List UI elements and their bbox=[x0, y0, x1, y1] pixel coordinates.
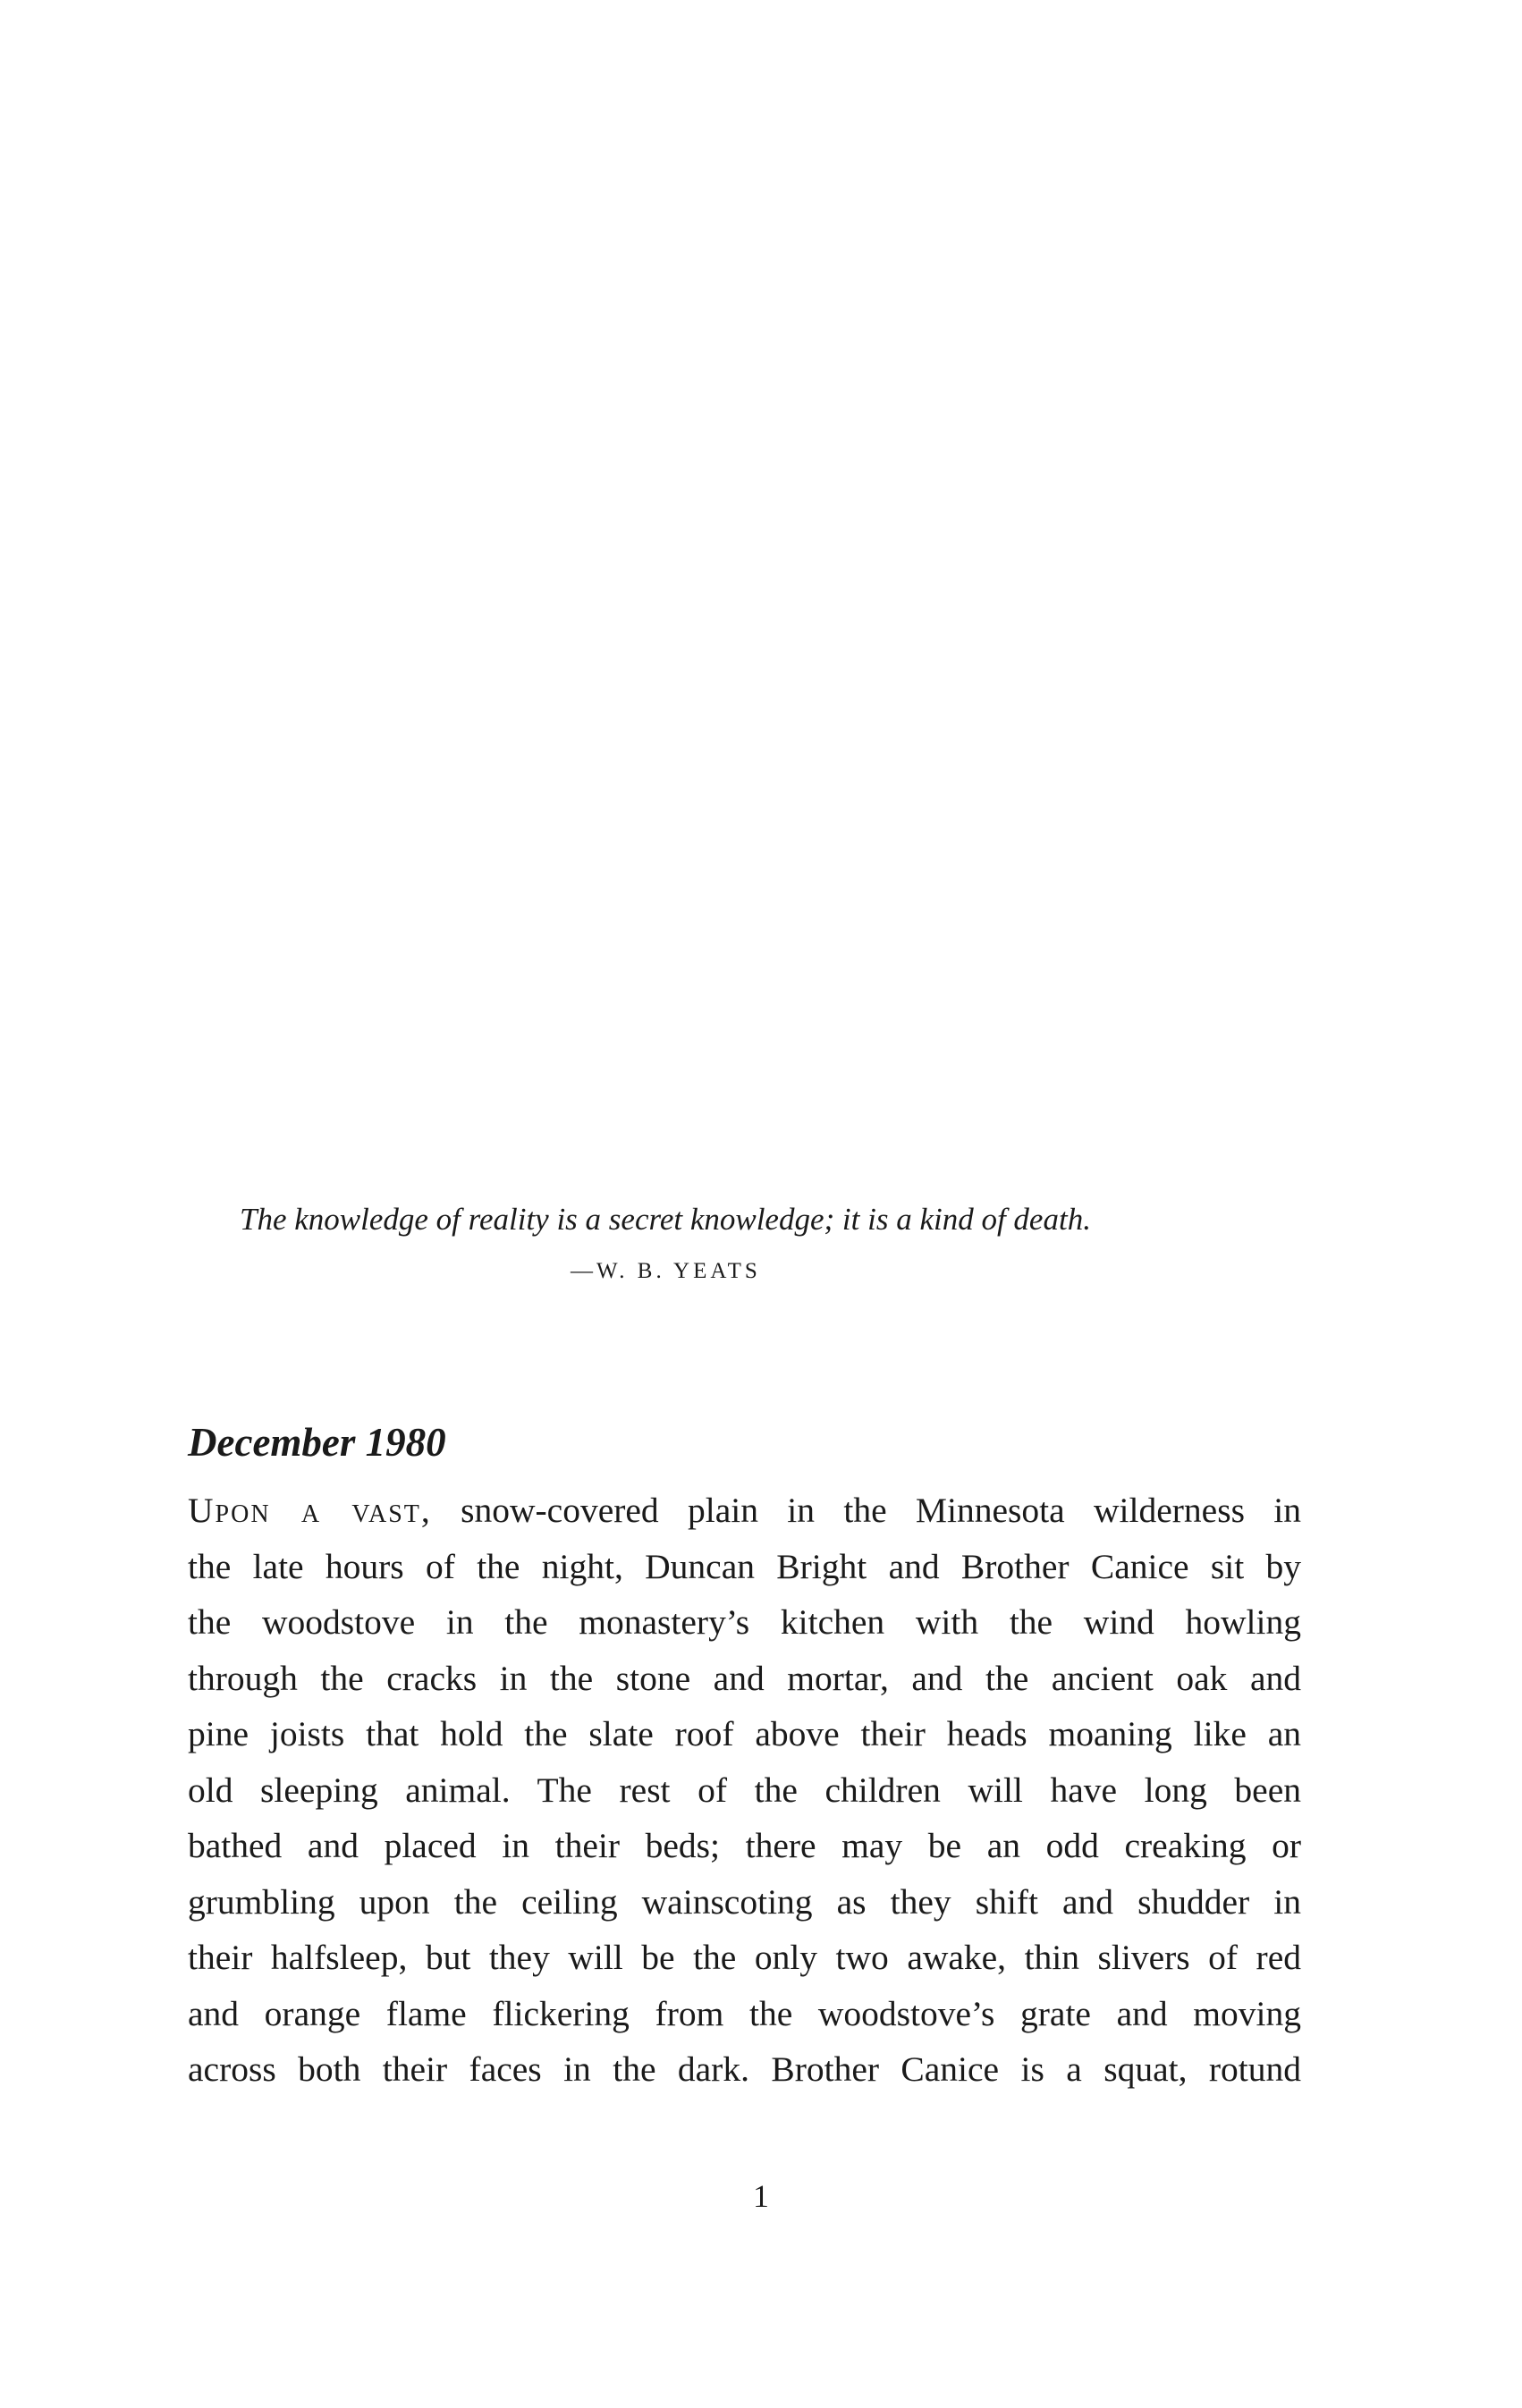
body-line: their halfsleep, but they will be the only two awake, thin slivers of red bbox=[188, 1938, 1301, 1977]
body-line: grumbling upon the ceiling wainscoting as they shift and shudder in bbox=[188, 1881, 1301, 1922]
body-line: and orange flame flickering from the woodstove’s grate and moving bbox=[188, 1993, 1301, 2033]
body-line: bathed and placed in their beds; there may be an odd creaking or bbox=[188, 1826, 1301, 1865]
body-line: old sleeping animal. The rest of the children will have long been bbox=[188, 1770, 1301, 1810]
body-line bbox=[188, 1483, 1301, 1539]
epigraph bbox=[240, 1198, 1223, 1284]
body-line: the late hours of the night, Duncan Bright and Brother Canice sit by bbox=[188, 1546, 1301, 1586]
chapter-date-heading: December 1980 bbox=[188, 1420, 446, 1465]
epigraph-attribution: —W. B. YEATS bbox=[571, 1259, 761, 1283]
opening-smallcaps: Upon a vast, bbox=[188, 1491, 432, 1530]
body-line: through the cracks in the stone and mortar, and the ancient oak and bbox=[188, 1658, 1301, 1698]
epigraph-quote: The knowledge of reality is a secret knowledge; it is a kind of death. bbox=[240, 1202, 1091, 1237]
body-paragraph bbox=[188, 1483, 1301, 2098]
body-line: the woodstove in the monastery’s kitchen with the wind howling bbox=[188, 1602, 1301, 1642]
body-line: across both their faces in the dark. Brother Canice is a squat, rotund bbox=[188, 2049, 1301, 2089]
body-line-text: snow-covered plain in the Minnesota wilderness in bbox=[431, 1491, 1301, 1530]
page-number: 1 bbox=[753, 2178, 769, 2214]
body-line: pine joists that hold the slate roof above their heads moaning like an bbox=[188, 1714, 1301, 1753]
